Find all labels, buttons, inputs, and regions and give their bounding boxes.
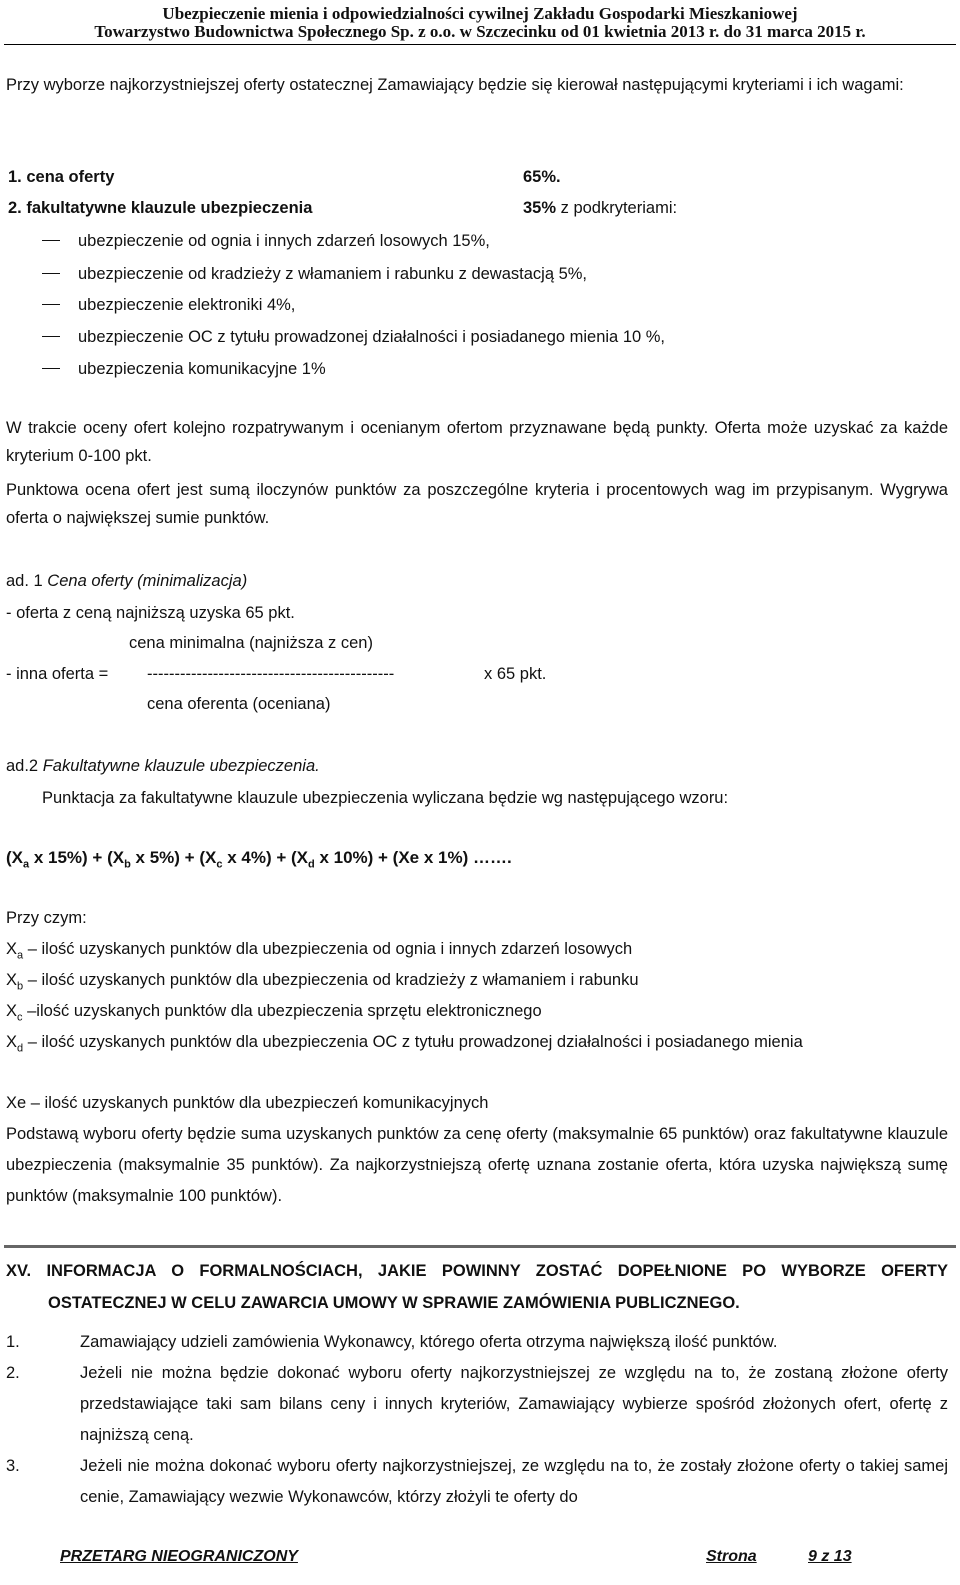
ad2-title: Fakultatywne klauzule ubezpieczenia. [42,757,320,775]
criterion-2-weight-line [523,197,677,219]
var-desc: – ilość uzyskanych punktów dla ubezpieczeń komunikacyjnych [26,1094,489,1112]
dash-bullet [42,368,60,369]
criterion-2-label: 2. fakultatywne klauzule ubezpieczenia [8,199,313,217]
criterion-1-label: 1. cena oferty [8,168,115,186]
var-sub: b [17,980,24,993]
var-symbol: X [6,1033,18,1051]
basis-paragraph: Podstawą wyboru oferty będzie suma uzyskanych punktów za cenę oferty (maksymalnie 65 punktów) oraz fakultatywne klauzule ubezpieczenia (maksymalnie 35 punktów). Za najkorzystniejszą ofertę uznana zostanie oferta, która uzyska największą sumę punktów (maksymalnie 100 punktów). [6,1125,948,1205]
section-title-line-2: OSTATECZNEJ W CELU ZAWARCIA UMOWY W SPRAWIE ZAMÓWIENIA PUBLICZNEGO. [48,1294,740,1312]
footer-page-label: Strona [706,1548,757,1565]
var-sub: a [17,949,24,962]
ad2-prefix: ad.2 [6,757,43,775]
formula-part: x 5%) + (X [130,848,217,867]
var-sub: d [17,1042,24,1055]
footer-page-number: 9 z 13 [808,1548,852,1565]
formula-numerator: cena minimalna (najniższa z cen) [129,634,373,652]
formula-sub: d [307,858,315,871]
var-symbol: X [6,1002,18,1020]
var-desc: – ilość uzyskanych punktów dla ubezpieczenia od kradzieży z włamaniem i rabunku [23,971,639,989]
criterion-1-weight: 65%. [523,168,561,186]
section-title-line-1: XV. INFORMACJA O FORMALNOŚCIACH, JAKIE POWINNY ZOSTAĆ DOPEŁNIONE PO WYBORZE OFERTY [6,1262,948,1280]
weighted-formula [6,847,512,875]
formula-part: x 10%) + (Xe x 1%) ……. [314,848,512,867]
var-symbol: Xe [6,1094,27,1112]
dash-bullet [42,336,60,337]
dash-bullet [42,273,60,274]
var-symbol: X [6,940,18,958]
item-3-text: Jeżeli nie można dokonać wyboru oferty najkorzystniejszej, ze względu na to, że zostały złożone oferty o takiej samej cenie, Zamawiający wezwie Wykonawców, którzy złożyli te oferty do [80,1457,948,1506]
formula-part: (X [6,848,23,867]
footer-tender-type: PRZETARG NIEOGRANICZONY [60,1548,298,1565]
var-xa [6,938,632,966]
subcriterion-4: ubezpieczenie OC z tytułu prowadzonej działalności i posiadanego mienia 10 %, [78,328,666,346]
formula-sub: a [23,858,30,871]
var-xb [6,969,639,997]
formula-part: x 4%) + (X [222,848,308,867]
var-desc: –ilość uzyskanych punktów dla ubezpieczenia sprzętu elektronicznego [22,1002,542,1020]
item-2-text: Jeżeli nie można będzie dokonać wyboru oferty najkorzystniejszej ze względu na to, że zostaną złożone oferty przedstawiające taki sam bilans ceny i innych kryteriów, Zamawiający wybierze spośród złożonych ofert, ofertę z najniższą ceną. [80,1364,948,1444]
subcriterion-3: ubezpieczenie elektroniki 4%, [78,296,296,314]
formula-sub: c [216,858,223,871]
formula-denominator: cena oferenta (oceniana) [147,695,331,713]
ad1-line-1: - oferta z ceną najniższą uzyska 65 pkt. [6,604,295,622]
header-line-1: Ubezpieczenie mienia i odpowiedzialności cywilnej Zakładu Gospodarki Mieszkaniowej [162,4,798,23]
scoring-paragraph-2: Punktowa ocena ofert jest sumą iloczynów punktów za poszczególne kryteria i procentowych wag im przypisanym. Wygrywa oferta o największej sumie punktów. [6,481,948,527]
item-3-number: 3. [6,1457,20,1475]
ad1-title: Cena oferty (minimalizacja) [47,572,248,590]
formula-sub: b [124,858,131,871]
header-line-2: Towarzystwo Budownictwa Społecznego Sp. z o.o. w Szczecinku od 01 kwietnia 2013 r. do 31 marca 2015 r. [94,22,866,41]
intro-paragraph: Przy wyborze najkorzystniejszej oferty ostatecznej Zamawiający będzie się kierował następującymi kryteriami i ich wagami: [6,76,904,94]
ad1-heading [6,570,247,592]
var-xe [6,1092,488,1114]
header-divider [4,44,956,45]
formula-lhs: - inna oferta = [6,665,109,683]
formula-part: x 15%) + (X [29,848,125,867]
var-desc: – ilość uzyskanych punktów dla ubezpieczenia od ognia i innych zdarzeń losowych [23,940,633,958]
ad2-description: Punktacja za fakultatywne klauzule ubezpieczenia wyliczana będzie wg następującego wzoru: [42,789,729,807]
var-desc: – ilość uzyskanych punktów dla ubezpieczenia OC z tytułu prowadzonej działalności i posiadanego mienia [23,1033,803,1051]
dash-bullet [42,304,60,305]
scoring-paragraph-1: W trakcie oceny ofert kolejno rozpatrywanym i ocenianym ofertom przyznawane będą punkty. Oferta może uzyskać za każde kryterium 0-100 pkt. [6,419,948,465]
criterion-2-weight: 35% [523,199,557,217]
var-symbol: X [6,971,18,989]
subcriterion-1: ubezpieczenie od ognia i innych zdarzeń losowych 15%, [78,232,490,250]
formula-fraction-bar: --------------------------------------------- [147,665,395,683]
formula-rhs: x 65 pkt. [484,665,547,683]
item-2-number: 2. [6,1364,20,1382]
subcriterion-2: ubezpieczenie od kradzieży z włamaniem i rabunku z dewastacją 5%, [78,265,588,283]
criterion-2-extra: z podkryteriami: [556,199,678,217]
var-xc [6,1000,542,1028]
subcriterion-5: ubezpieczenia komunikacyjne 1% [78,360,326,378]
where-label: Przy czym: [6,909,87,927]
ad1-prefix: ad. 1 [6,572,48,590]
section-divider [4,1245,956,1248]
item-1-number: 1. [6,1333,20,1351]
item-1-text: Zamawiający udzieli zamówienia Wykonawcy, którego oferta otrzyma największą ilość punktów. [80,1333,778,1351]
ad2-heading [6,755,320,777]
dash-bullet [42,240,60,241]
var-sub: c [17,1011,23,1024]
var-xd [6,1027,948,1064]
